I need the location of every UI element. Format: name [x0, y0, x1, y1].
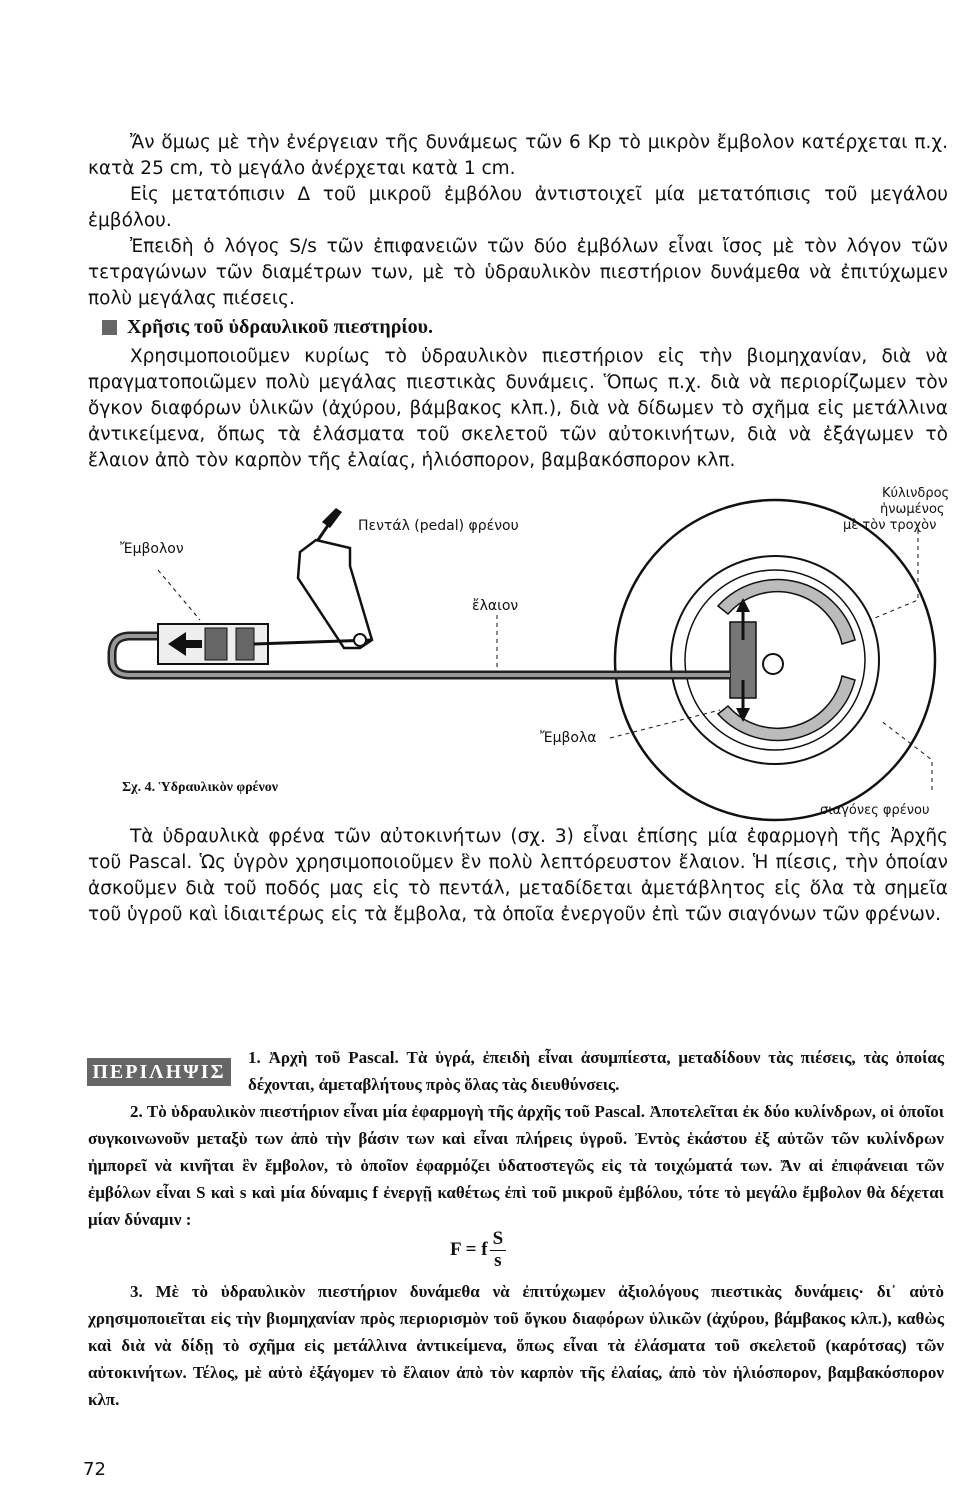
formula-fraction: [490, 1228, 507, 1271]
master-piston-1: [205, 628, 227, 660]
formula-left: F = f: [450, 1238, 488, 1260]
figure-caption: Σχ. 4. Ὑδραυλικὸν φρένον: [122, 780, 279, 795]
formula-denominator: s: [494, 1250, 502, 1271]
leader-jaws: [880, 720, 932, 790]
brakes-paragraph: [88, 824, 948, 928]
label-pedal: Πεντάλ (pedal) φρένου: [358, 518, 519, 534]
summary-item-3-text: 3. Μὲ τὸ ὑδραυλικὸν πιεστήριον δυνάμεθα νὰ ἐπιτύχωμεν ἀξιολόγους πιεστικὰς δυνάμεις· δι᾽ αὐτὸ χρησιμοποιεῖται εἰς τὴν βιομηχανίαν πρὸς περιορισμὸν τοῦ ὄγκου διαφόρων ὑλικῶν (ἀχύρου, βάμβακος κλπ.), καθὼς καὶ διὰ νὰ δίδῃ τὸ σχῆμα εἰς μετάλλινα ἀντικείμενα, ὅπως εἶναι τὰ ἐλάσματα τοῦ σκελετοῦ (καρότσας) τῶν αὐτοκινήτων. Τέλος, μὲ αὐτὸ ἐξάγομεν τὸ ἔλαιον ἀπὸ τὸν καρπὸν τῆς ἐλαίας, ἀπὸ τὸν ἡλιόσπορον, βαμβακόσπορον κλπ.: [88, 1282, 944, 1409]
label-cylinder-1: Κύλινδρος: [882, 486, 950, 501]
intro-text: [88, 130, 948, 312]
master-piston-2: [236, 628, 254, 660]
brakes-paragraph-text: Τὰ ὑδραυλικὰ φρένα τῶν αὐτοκινήτων (σχ. 3) εἶναι ἐπίσης μία ἐφαρμογὴ τῆς Ἀρχῆς τοῦ Pascal. Ὡς ὑγρὸν χρησιμοποιοῦμεν ἓν πολὺ λεπτόρευστον ἔλαιον. Ἡ πίεσις, τὴν ὁποίαν ἀσκοῦμεν διὰ τοῦ ποδός μας εἰς τὸ πεντάλ, μεταδίδεται ἀμετάβλητος εἰς ὅλα τὰ σημεῖα τοῦ ὑγροῦ καὶ ἰδιαιτέρως εἰς τὰ ἔμβολα, τὰ ὁποῖα ἐνεργοῦν ἐπὶ τῶν σιαγόνων τῶν φρένων.: [88, 826, 948, 925]
label-jaws: σιαγόνες φρένου: [820, 803, 930, 818]
label-piston: Ἔμβολον: [120, 541, 184, 557]
intro-line-1: Ἄν ὅμως μὲ τὴν ἐνέργειαν τῆς δυνάμεως τῶν 6 Kp τὸ μικρὸν ἔμβολον κατέρχεται π.χ. κατὰ 25 cm, τὸ μεγάλο ἀνέρχεται κατὰ 1 cm.: [88, 132, 948, 179]
leader-piston: [158, 570, 200, 620]
pedal-foot-icon: [322, 508, 342, 528]
summary-item-3: [88, 1278, 944, 1413]
summary-item-2-text: 2. Τὸ ὑδραυλικὸν πιεστήριον εἶναι μία ἐφαρμογὴ τῆς ἀρχῆς τοῦ Pascal. Ἀποτελεῖται ἐκ δύο κυλίνδρων, οἱ ὁποῖοι συγκοινωνοῦν μεταξὺ των ἀπὸ τὴν βάσιν των καὶ εἶναι πλήρεις ὑγροῦ. Ἐντὸς ἑκάστου ἐξ αὐτῶν τῶν κυλίνδρων ἠμπορεῖ νὰ κινῆται ἓν ἔμβολον, τὸ ὁποῖον ἐφαρμόζει ὑδατοστεγῶς εἰς τὰ τοιχώματά των. Ἄν αἱ ἐπιφάνειαι τῶν ἐμβόλων εἶναι S καὶ s καὶ μία δύναμις f ἐνεργῇ καθέτως ἐπὶ τοῦ μικροῦ ἐμβόλου, τότε τὸ μεγάλο ἔμβολον θὰ δέχεται μίαν δύναμιν :: [88, 1102, 944, 1229]
summary-item-1-text: 1. Ἀρχὴ τοῦ Pascal. Τὰ ὑγρά, ἐπειδὴ εἶναι ἀσυμπίεστα, μεταδίδουν τὰς πιέσεις, τὰς ὁποίας δέχονται, ἀμεταβλήτους πρὸς ὅλας τὰς διευθύνσεις.: [248, 1048, 944, 1094]
section-marker-icon: [102, 320, 117, 335]
label-cylinder-2: ἡνωμένος: [880, 502, 945, 517]
pedal-lever: [298, 540, 372, 648]
summary-item-2: [88, 1098, 944, 1233]
formula-numerator: S: [490, 1228, 507, 1251]
formula: [450, 1228, 506, 1271]
section-body-text: Χρησιμοποιοῦμεν κυρίως τὸ ὑδραυλικὸν πιεστήριον εἰς τὴν βιομηχανίαν, διὰ νὰ πραγματοποιῶμεν πολὺ μεγάλας πιεστικὰς δυνάμεις. Ὅπως π.χ. διὰ νὰ περιορίζωμεν τὸν ὄγκον διαφόρων ὑλικῶν (ἀχύρου, βάμβακος κλπ.), διὰ νὰ δίδωμεν τὸ σχῆμα εἰς μετάλλινα ἀντικείμενα, ὅπως τὰ ἐλάσματα τοῦ σκελετοῦ τῶν αὐτοκινήτων, διὰ νὰ ἐξάγωμεν τὸ ἔλαιον ἀπὸ τὸν καρπὸν τῆς ἐλαίας, ἡλιόσπορον, βαμβακόσπορον κλπ.: [88, 346, 948, 471]
page-number: 72: [83, 1459, 106, 1480]
label-oil: ἔλαιον: [472, 598, 519, 614]
section-heading-text: Χρῆσις τοῦ ὑδραυλικοῦ πιεστηρίου.: [127, 316, 434, 338]
pedal-pivot: [354, 634, 366, 646]
summary-badge: ΠΕΡΙΛΗΨΙΣ: [87, 1058, 231, 1086]
label-cylinder-3: μὲ τὸν τροχὸν: [843, 518, 937, 533]
hub: [763, 654, 783, 674]
label-pistons: Ἔμβολα: [540, 730, 597, 746]
intro-line-2: Εἰς μετατόπισιν Δ τοῦ μικροῦ ἐμβόλου ἀντιστοιχεῖ μία μετατόπισις τοῦ μεγάλου ἐμβόλου.: [88, 184, 948, 231]
summary-item-1: [88, 1044, 944, 1098]
section-body: [88, 344, 948, 474]
section-heading: [102, 316, 433, 339]
intro-line-3: Ἐπειδὴ ὁ λόγος S/s τῶν ἐπιφανειῶν τῶν δύο ἐμβόλων εἶναι ἴσος μὲ τὸν λόγον τῶν τετραγώνων τῶν διαμέτρων των, μὲ τὸ ὑδραυλικὸν πιεστήριον δυνάμεθα νὰ ἐπιτύχωμεν πολὺ μεγάλας πιέσεις.: [88, 236, 948, 309]
leader-pistons: [610, 710, 720, 738]
